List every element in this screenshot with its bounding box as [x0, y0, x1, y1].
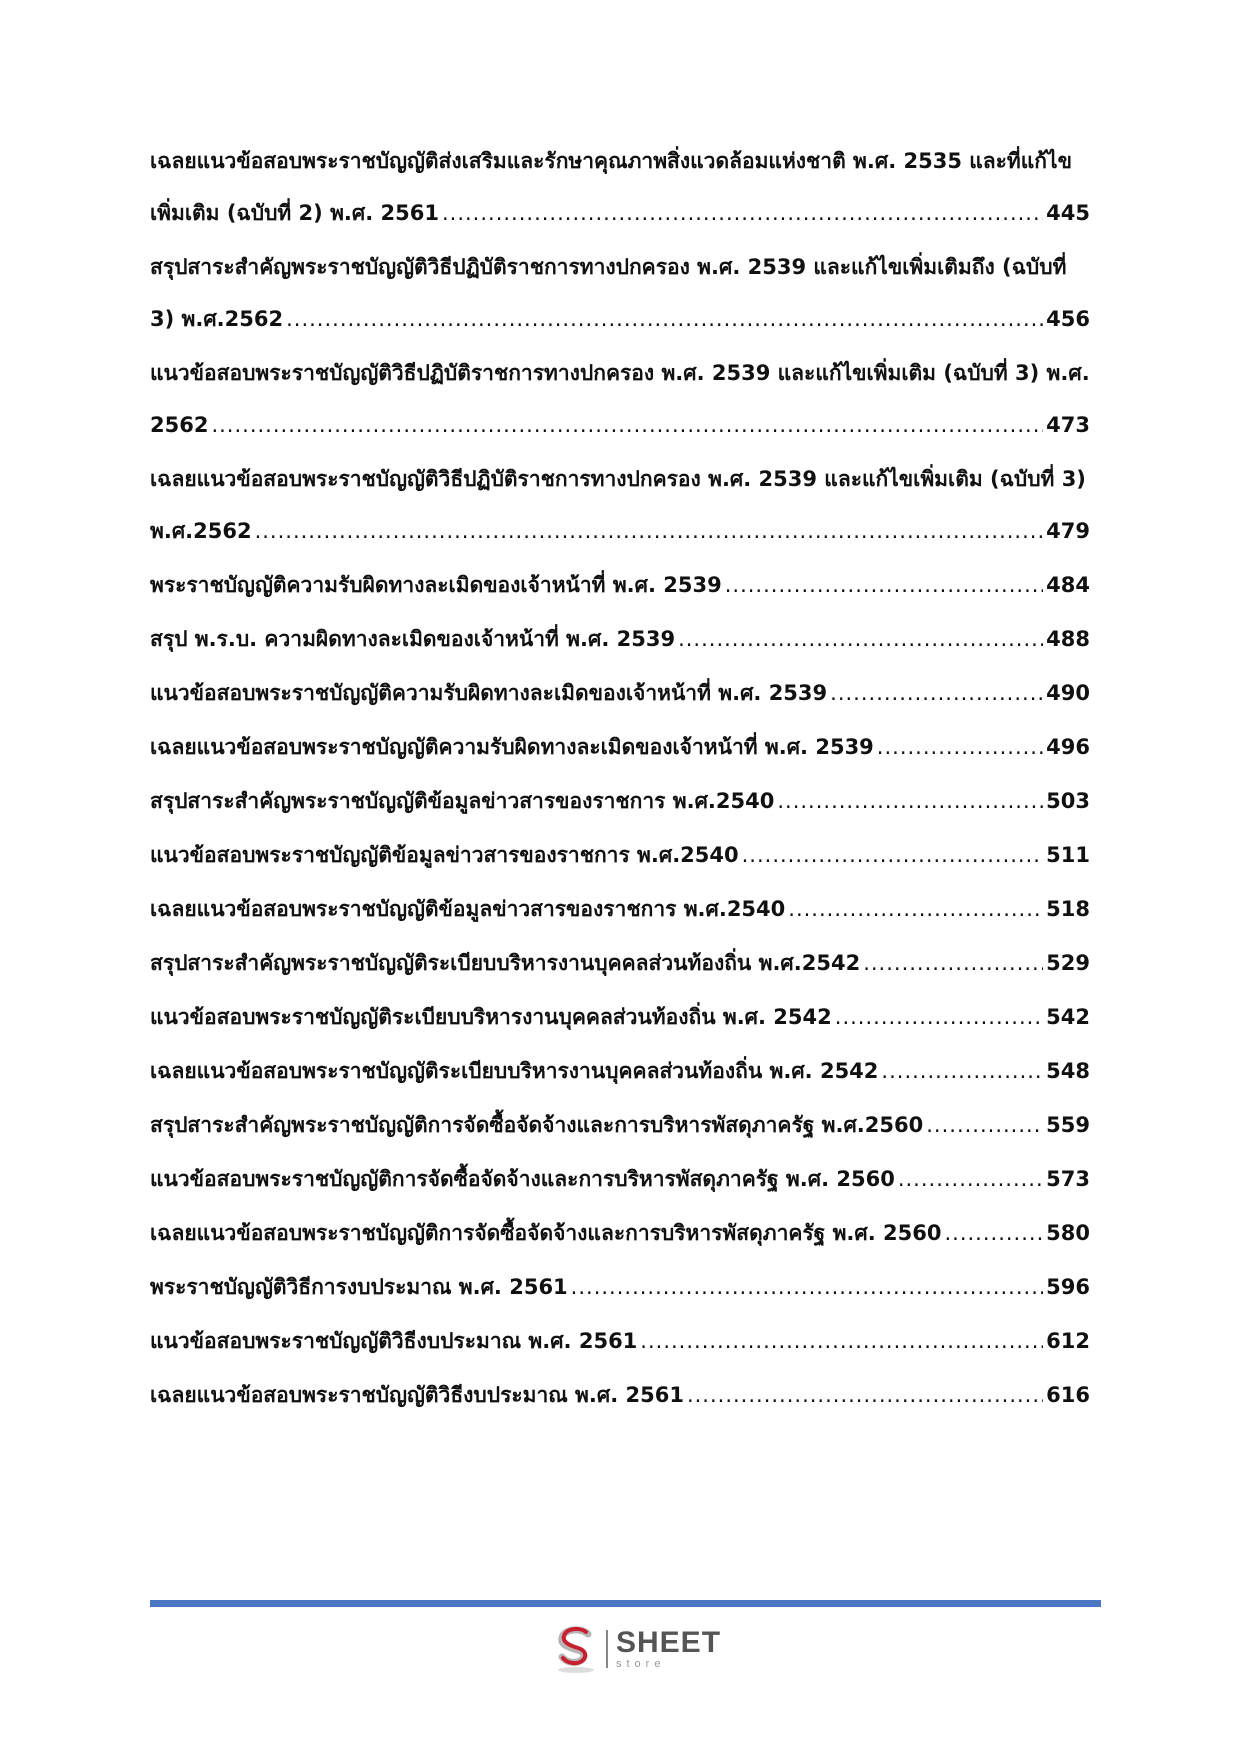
toc-entry-title: เฉลยแนวข้อสอบพระราชบัญญัติระเบียบบริหารงานบุคคลส่วนท้องถิ่น พ.ศ. 2542	[150, 1059, 879, 1083]
toc-entry-title-line: สรุปสาระสำคัญพระราชบัญญัติวิธีปฏิบัติราชการทางปกครอง พ.ศ. 2539 และแก้ไขเพิ่มเติมถึง (ฉบับที่	[150, 255, 1067, 279]
toc-entry-row	[150, 410, 1090, 440]
toc-entry[interactable]	[150, 1380, 1090, 1410]
toc-entry[interactable]	[150, 786, 1090, 816]
toc-entry-row	[150, 1110, 1090, 1140]
toc-entry-title: เฉลยแนวข้อสอบพระราชบัญญัติการจัดซื้อจัดจ้างและการบริหารพัสดุภาครัฐ พ.ศ. 2560	[150, 1221, 942, 1245]
toc-entry-title: 2562	[150, 413, 209, 437]
dot-leader	[835, 1002, 1043, 1032]
dot-leader	[442, 198, 1043, 228]
toc-entry-title: สรุปสาระสำคัญพระราชบัญญัติข้อมูลข่าวสารของราชการ พ.ศ.2540	[150, 789, 775, 813]
toc-entry-title-line: เฉลยแนวข้อสอบพระราชบัญญัติวิธีปฏิบัติราชการทางปกครอง พ.ศ. 2539 และแก้ไขเพิ่มเติม (ฉบับที่ 3)	[150, 467, 1086, 491]
toc-entry[interactable]	[150, 732, 1090, 762]
toc-entry-row	[150, 570, 1090, 600]
toc-entry[interactable]	[150, 894, 1090, 924]
toc-entry-row	[150, 786, 1090, 816]
toc-entry-title: เพิ่มเติม (ฉบับที่ 2) พ.ศ. 2561	[150, 201, 439, 225]
dot-leader	[255, 516, 1044, 546]
toc-entry[interactable]	[150, 464, 1090, 546]
toc-page-number: 529	[1046, 951, 1090, 975]
toc-page-number: 445	[1046, 201, 1090, 225]
toc-page-number: 596	[1046, 1275, 1090, 1299]
toc-page-number: 548	[1046, 1059, 1090, 1083]
toc-entry-title: สรุปสาระสำคัญพระราชบัญญัติการจัดซื้อจัดจ้างและการบริหารพัสดุภาครัฐ พ.ศ.2560	[150, 1113, 924, 1137]
toc-entry[interactable]	[150, 1164, 1090, 1194]
toc-entry-title: แนวข้อสอบพระราชบัญญัติข้อมูลข่าวสารของราชการ พ.ศ.2540	[150, 843, 739, 867]
toc-page-number: 484	[1046, 573, 1090, 597]
toc-entry-row	[150, 840, 1090, 870]
toc-entry-title: สรุป พ.ร.บ. ความผิดทางละเมิดของเจ้าหน้าที่ พ.ศ. 2539	[150, 627, 676, 651]
toc-page-number: 559	[1046, 1113, 1090, 1137]
toc-entry-title: 3) พ.ศ.2562	[150, 307, 284, 331]
toc-entry-row	[150, 1326, 1090, 1356]
toc-entry-title: พระราชบัญญัติความรับผิดทางละเมิดของเจ้าหน้าที่ พ.ศ. 2539	[150, 573, 722, 597]
toc-entry-row	[150, 1002, 1090, 1032]
toc-entry[interactable]	[150, 1272, 1090, 1302]
toc-entry-title-line: เฉลยแนวข้อสอบพระราชบัญญัติส่งเสริมและรักษาคุณภาพสิ่งแวดล้อมแห่งชาติ พ.ศ. 2535 และที่แก้ไข	[150, 149, 1072, 173]
toc-entry-title: แนวข้อสอบพระราชบัญญัติวิธีงบประมาณ พ.ศ. 2561	[150, 1329, 638, 1353]
toc-entry-title: แนวข้อสอบพระราชบัญญัติการจัดซื้อจัดจ้างและการบริหารพัสดุภาครัฐ พ.ศ. 2560	[150, 1167, 895, 1191]
toc-entry-row	[150, 1272, 1090, 1302]
toc-page-number: 511	[1046, 843, 1090, 867]
toc-entry-row	[150, 1218, 1090, 1248]
toc-entry-title: เฉลยแนวข้อสอบพระราชบัญญัติวิธีงบประมาณ พ.ศ. 2561	[150, 1383, 684, 1407]
toc-entry-title: สรุปสาระสำคัญพระราชบัญญัติระเบียบบริหารงานบุคคลส่วนท้องถิ่น พ.ศ.2542	[150, 951, 861, 975]
dot-leader	[725, 570, 1043, 600]
toc-entry-title-line: แนวข้อสอบพระราชบัญญัติวิธีปฏิบัติราชการทางปกครอง พ.ศ. 2539 และแก้ไขเพิ่มเติม (ฉบับที่ 3) พ.ศ.	[150, 361, 1090, 385]
dot-leader	[777, 786, 1043, 816]
dot-leader	[944, 1218, 1043, 1248]
toc-entry[interactable]	[150, 1110, 1090, 1140]
toc-entry-title: แนวข้อสอบพระราชบัญญัติความรับผิดทางละเมิดของเจ้าหน้าที่ พ.ศ. 2539	[150, 681, 828, 705]
dot-leader	[877, 732, 1043, 762]
toc-entry[interactable]	[150, 146, 1090, 228]
toc-entry[interactable]	[150, 1056, 1090, 1086]
toc-page-number: 503	[1046, 789, 1090, 813]
dot-leader	[898, 1164, 1043, 1194]
dot-leader	[926, 1110, 1043, 1140]
toc-entry[interactable]	[150, 1002, 1090, 1032]
toc-entry-title: แนวข้อสอบพระราชบัญญัติระเบียบบริหารงานบุคคลส่วนท้องถิ่น พ.ศ. 2542	[150, 1005, 832, 1029]
toc-entry-row	[150, 516, 1090, 546]
dot-leader	[881, 1056, 1043, 1086]
toc-page-number: 518	[1046, 897, 1090, 921]
table-of-contents	[150, 146, 1090, 1434]
toc-entry-row	[150, 304, 1090, 334]
dot-leader	[788, 894, 1043, 924]
logo-subtitle: store	[616, 1658, 666, 1670]
dot-leader	[687, 1380, 1043, 1410]
dot-leader	[640, 1326, 1043, 1356]
toc-entry[interactable]	[150, 1326, 1090, 1356]
toc-page-number: 580	[1046, 1221, 1090, 1245]
toc-page-number: 616	[1046, 1383, 1090, 1407]
dot-leader	[571, 1272, 1043, 1302]
toc-entry[interactable]	[150, 948, 1090, 978]
sheet-store-logo	[552, 1622, 721, 1676]
toc-entry[interactable]	[150, 252, 1090, 334]
toc-page-number: 490	[1046, 681, 1090, 705]
toc-entry-row	[150, 1164, 1090, 1194]
toc-page-number: 479	[1046, 519, 1090, 543]
toc-page-number: 456	[1046, 307, 1090, 331]
toc-entry-row	[150, 1380, 1090, 1410]
toc-entry-row	[150, 894, 1090, 924]
dot-leader	[863, 948, 1043, 978]
toc-entry-row	[150, 1056, 1090, 1086]
toc-page-number: 612	[1046, 1329, 1090, 1353]
toc-entry[interactable]	[150, 624, 1090, 654]
logo-separator	[606, 1630, 608, 1668]
toc-entry-title: พระราชบัญญัติวิธีการงบประมาณ พ.ศ. 2561	[150, 1275, 568, 1299]
dot-leader	[211, 410, 1043, 440]
logo-name: SHEET	[616, 1626, 722, 1659]
dot-leader	[830, 678, 1043, 708]
toc-page-number: 473	[1046, 413, 1090, 437]
toc-page-number: 488	[1046, 627, 1090, 651]
toc-page-number: 573	[1046, 1167, 1090, 1191]
toc-page-number: 496	[1046, 735, 1090, 759]
toc-entry-row	[150, 732, 1090, 762]
toc-entry-title: พ.ศ.2562	[150, 519, 252, 543]
toc-entry-row	[150, 198, 1090, 228]
toc-entry[interactable]	[150, 678, 1090, 708]
toc-entry[interactable]	[150, 1218, 1090, 1248]
dot-leader	[678, 624, 1043, 654]
toc-entry-row	[150, 948, 1090, 978]
toc-entry-title: เฉลยแนวข้อสอบพระราชบัญญัติความรับผิดทางละเมิดของเจ้าหน้าที่ พ.ศ. 2539	[150, 735, 874, 759]
footer-rule	[150, 1600, 1101, 1607]
toc-entry[interactable]	[150, 358, 1090, 440]
toc-entry-title: เฉลยแนวข้อสอบพระราชบัญญัติข้อมูลข่าวสารของราชการ พ.ศ.2540	[150, 897, 786, 921]
toc-entry[interactable]	[150, 840, 1090, 870]
toc-entry-row	[150, 678, 1090, 708]
toc-page-number: 542	[1046, 1005, 1090, 1029]
sheet-store-logo-icon	[552, 1624, 600, 1674]
toc-entry[interactable]	[150, 570, 1090, 600]
toc-entry-row	[150, 624, 1090, 654]
dot-leader	[286, 304, 1043, 334]
dot-leader	[742, 840, 1044, 870]
